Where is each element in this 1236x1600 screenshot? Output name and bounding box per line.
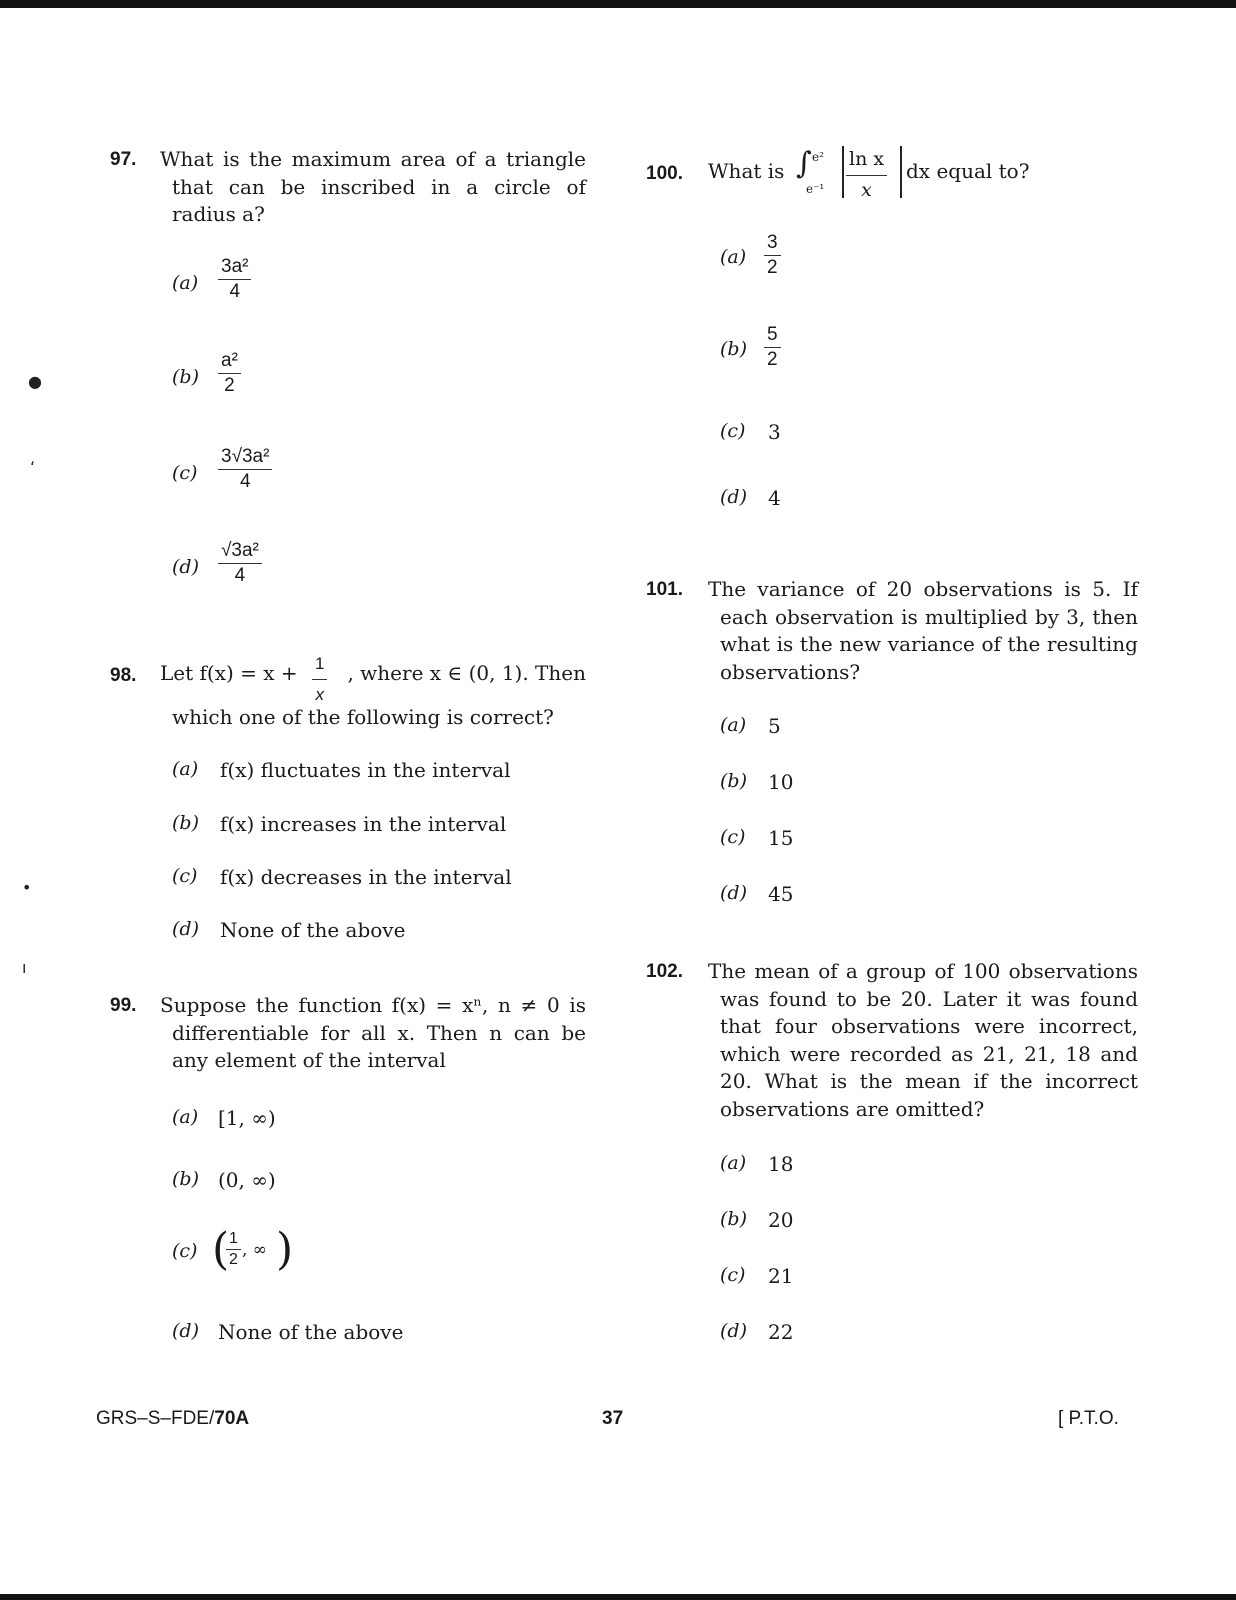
option-label: (c): [720, 420, 746, 442]
question-98: [110, 650, 586, 740]
abs-bar-left: [842, 146, 844, 198]
option-text: f(x) decreases in the interval: [220, 865, 512, 889]
option-101-b: [720, 770, 920, 798]
fraction-denominator: x: [861, 178, 872, 201]
lower-limit: e⁻¹: [806, 182, 825, 196]
option-label: (a): [172, 1106, 199, 1128]
option-101-c: [720, 826, 920, 854]
question-text: The variance of 20 observations is 5. If each observation is multiplied by 3, then what is the new variance of the resulting observations?: [708, 577, 1138, 684]
option-label: (b): [720, 1208, 747, 1230]
option-label: (a): [720, 246, 747, 268]
option-98-a: [172, 758, 592, 786]
fraction-numerator: 1: [312, 650, 327, 680]
left-paren: (: [212, 1224, 230, 1275]
question-102: [646, 958, 1138, 1123]
option-label: (d): [172, 918, 199, 940]
option-text: f(x) increases in the interval: [220, 812, 507, 836]
option-102-a: [720, 1152, 920, 1180]
margin-tick: ʻ: [30, 458, 36, 477]
option-label: (c): [172, 462, 198, 484]
please-turn-over: [ P.T.O.: [1058, 1408, 1119, 1429]
option-text: 22: [768, 1320, 794, 1344]
fraction-denominator: x: [315, 684, 324, 704]
option-text: , ∞: [242, 1240, 267, 1260]
option-label: (d): [172, 1320, 199, 1342]
paper-code-prefix: GRS–S–FDE/: [96, 1408, 215, 1429]
option-label: (a): [172, 758, 199, 780]
question-text: Suppose the function f(x) = xⁿ, n ≠ 0 is differentiable for all x. Then n can be any element of the interval: [160, 993, 586, 1072]
option-98-b: [172, 812, 592, 840]
option-text: 4: [768, 486, 781, 510]
option-label: (c): [720, 1264, 746, 1286]
option-text: 18: [768, 1152, 794, 1176]
fraction-denominator: 4: [229, 281, 241, 302]
option-label: (c): [172, 865, 198, 887]
fraction-numerator: 3√3a²: [218, 446, 272, 470]
option-102-d: [720, 1320, 920, 1348]
option-fraction: [226, 1230, 241, 1269]
question-number: 101.: [646, 579, 683, 600]
option-text: 5: [768, 714, 781, 738]
margin-tick: ı: [22, 958, 27, 977]
question-text-part: which one of the following is correct?: [172, 705, 554, 729]
fraction-numerator: 1: [226, 1230, 241, 1250]
fraction-numerator: ln x: [846, 146, 887, 176]
option-98-d: [172, 918, 592, 946]
option-label: (d): [720, 882, 747, 904]
scan-bottom-edge: [0, 1594, 1236, 1600]
option-99-b: [172, 1168, 472, 1196]
option-label: (a): [720, 714, 747, 736]
question-number: 97.: [110, 149, 137, 170]
option-fraction: [218, 256, 251, 303]
option-text: [1, ∞): [218, 1106, 276, 1130]
option-label: (d): [720, 1320, 747, 1342]
option-99-c: [172, 1224, 372, 1284]
option-100-d: [720, 486, 920, 514]
fraction-numerator: 3: [764, 232, 781, 256]
option-text: (0, ∞): [218, 1168, 276, 1192]
option-label: (d): [720, 486, 747, 508]
margin-dot: ●: [28, 372, 42, 391]
option-101-a: [720, 714, 920, 742]
paper-code: [96, 1408, 249, 1430]
fraction-denominator: 4: [239, 471, 251, 492]
option-97-a: [172, 256, 292, 316]
fraction-numerator: 3a²: [218, 256, 251, 280]
option-label: (c): [172, 1240, 198, 1262]
option-text: 21: [768, 1264, 794, 1288]
option-text: 3: [768, 420, 781, 444]
option-100-c: [720, 420, 920, 448]
option-102-b: [720, 1208, 920, 1236]
question-text-part: , where x ∈ (0, 1). Then: [347, 661, 586, 685]
option-97-b: [172, 350, 292, 410]
option-label: (b): [720, 338, 747, 360]
fraction-denominator: 2: [229, 1251, 238, 1268]
option-label: (a): [172, 272, 199, 294]
option-fraction: [218, 446, 272, 493]
question-number: 99.: [110, 995, 137, 1016]
option-102-c: [720, 1264, 920, 1292]
scan-top-edge: [0, 0, 1236, 8]
option-text: 20: [768, 1208, 794, 1232]
option-97-d: [172, 540, 312, 600]
question-number: 98.: [110, 665, 137, 686]
right-paren: ): [276, 1224, 294, 1275]
inline-fraction: [312, 650, 327, 708]
integrand-fraction: [846, 146, 887, 204]
question-text-part: Let f(x) = x +: [160, 661, 298, 685]
option-text: None of the above: [218, 1320, 404, 1344]
fraction-denominator: 2: [767, 257, 778, 278]
option-label: (b): [172, 812, 199, 834]
question-number: 102.: [646, 961, 683, 982]
abs-bar-right: [900, 146, 902, 198]
fraction-numerator: √3a²: [218, 540, 262, 564]
option-99-a: [172, 1106, 472, 1134]
fraction-denominator: 2: [767, 349, 778, 370]
question-101: [646, 576, 1138, 686]
option-101-d: [720, 882, 920, 910]
option-fraction: [764, 232, 781, 279]
option-label: (a): [720, 1152, 747, 1174]
page-number: 37: [602, 1408, 624, 1429]
option-label: (c): [720, 826, 746, 848]
option-label: (b): [172, 1168, 199, 1190]
question-99: [110, 992, 586, 1075]
fraction-denominator: 4: [234, 565, 246, 586]
option-fraction: [218, 350, 241, 397]
option-100-b: [720, 324, 840, 380]
question-text-part: dx equal to?: [906, 159, 1030, 183]
option-text: None of the above: [220, 918, 406, 942]
option-label: (b): [720, 770, 747, 792]
option-fraction: [218, 540, 262, 587]
fraction-denominator: 2: [224, 375, 235, 396]
question-97: [110, 146, 586, 229]
option-label: (d): [172, 556, 199, 578]
question-100: [646, 142, 1136, 206]
margin-dot: •: [22, 878, 32, 897]
integral-sign: ∫: [796, 146, 812, 181]
option-label: (b): [172, 366, 199, 388]
option-fraction: [764, 324, 781, 371]
option-97-c: [172, 446, 322, 506]
option-98-c: [172, 865, 592, 893]
question-text: What is the maximum area of a triangle that can be inscribed in a circle of radius a?: [160, 147, 586, 226]
question-number: 100.: [646, 163, 683, 184]
upper-limit: e²: [812, 150, 824, 164]
option-text: 15: [768, 826, 794, 850]
paper-code-series: 70A: [214, 1408, 250, 1429]
option-text: 45: [768, 882, 794, 906]
option-text: 10: [768, 770, 794, 794]
option-text: f(x) fluctuates in the interval: [220, 758, 511, 782]
question-text: The mean of a group of 100 observations was found to be 20. Later it was found that four observations were incorrect, which were recorded as 21, 21, 18 and 20. What is the mean if the incorrect observations are omitted?: [708, 959, 1138, 1121]
option-99-d: [172, 1320, 572, 1348]
fraction-numerator: 5: [764, 324, 781, 348]
fraction-numerator: a²: [218, 350, 241, 374]
option-100-a: [720, 232, 840, 288]
question-text-part: What is: [708, 159, 785, 183]
